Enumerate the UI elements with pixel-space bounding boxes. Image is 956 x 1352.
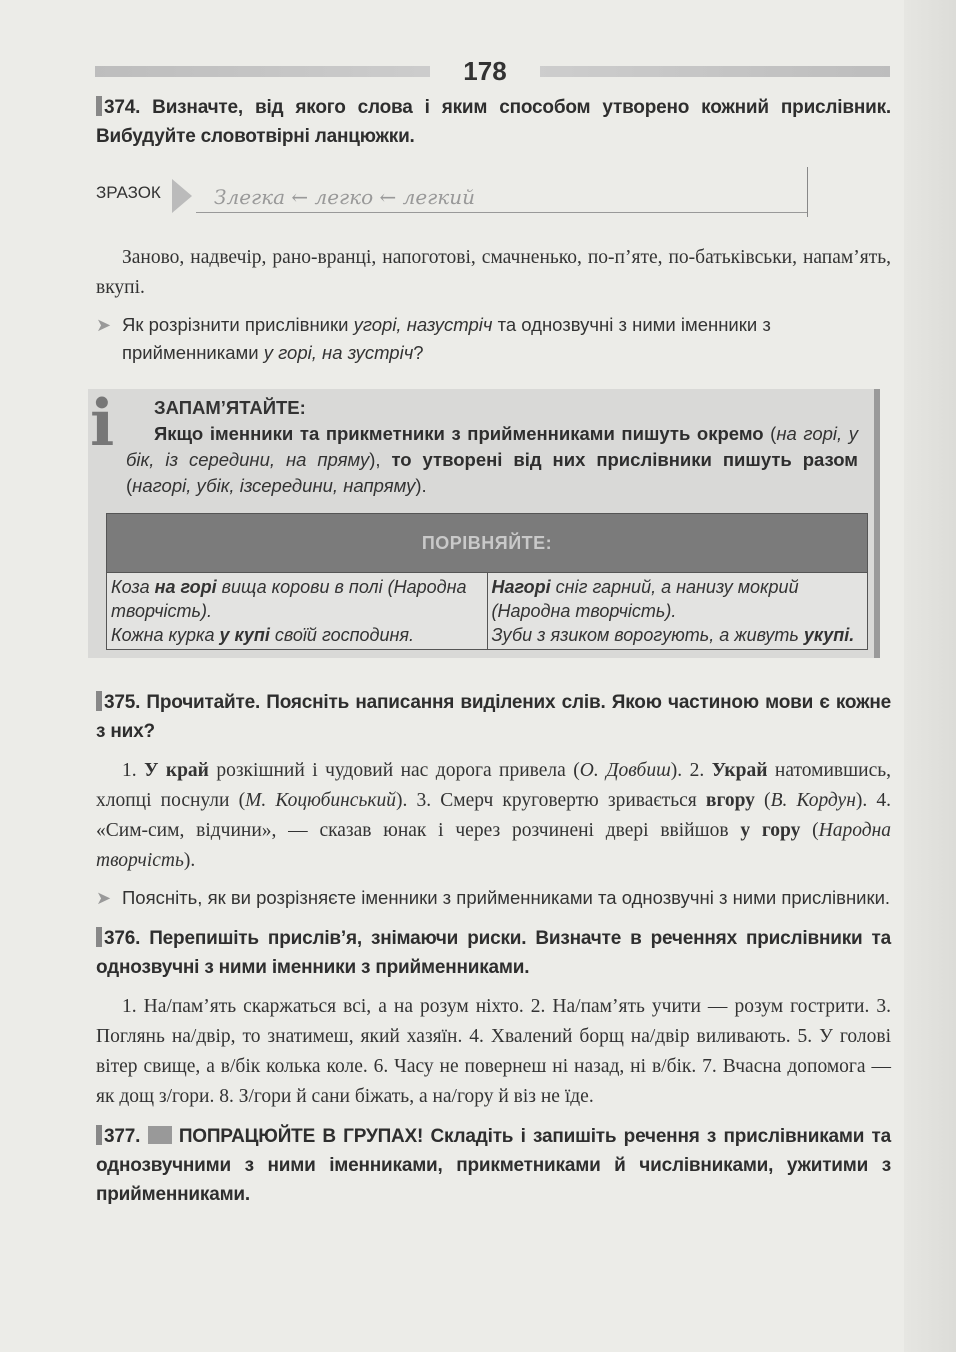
exercise-376-text: 1. На/пам’ять скаржаться всі, а на розум ніхто. 2. На/пам’ять учити — розум гострити. 3. Поглянь на/двір, то знатимеш, який хазяїн. 4. Хвалений борщ на/двір виливають. 5. У голові вітер свище, а в/бік колька коле. 6. Часу не повернеш ні назад, ні в/бік. 7. Вчасна допомога — як дощ з/гори. 8. З/гори й сани біжать, а на/гору й віз не їде. (96, 996, 891, 1107)
group-work-icon (148, 1126, 172, 1144)
exercise-374-question: ➤ Як розрізнити прислівники угорі, назустріч та однозвучні з ними іменники з прийменниками у горі, на зустріч? (96, 311, 891, 367)
exercise-374-heading: 374. Визначте, від якого слова і яким способом утворено кожний прислівник. Вибудуйте словотвірні ланцюжки. (96, 97, 891, 147)
exercise-375-question: ➤ Поясніть, як ви розрізняєте іменники з прийменниками та однозвучні з ними прислівники. (96, 884, 891, 912)
arrow-icon (172, 179, 192, 213)
sample-label: ЗРАЗОК (96, 183, 161, 202)
exercise-375-heading: 375. Прочитайте. Поясніть написання виділених слів. Якою частиною мови є кожне з них? (96, 692, 891, 742)
page-content (90, 93, 892, 1209)
info-icon: i (90, 386, 115, 461)
remember-title: ЗАПАМ’ЯТАЙТЕ: (154, 397, 306, 418)
sample-handwriting: Злегка ← легко ← легкий (214, 185, 475, 209)
exercise-377-heading: 377. ПОПРАЦЮЙТЕ В ГРУПАХ! Складіть і запишіть речення з прислівниками та однозвучними з ними іменниками, прикметниками й числівниками, ужитими з прийменниками. (96, 1126, 891, 1205)
page-number: 178 (430, 56, 540, 87)
page-edge (904, 0, 956, 1352)
compare-title: ПОРІВНЯЙТЕ: (107, 514, 868, 573)
remember-box (88, 386, 880, 658)
question-icon: ➤ (96, 315, 112, 335)
exercise-376-heading: 376. Перепишіть прислів’я, знімаючи риски. Визначте в реченнях прислівники та однозвучні з ними іменники з прийменниками. (96, 928, 891, 978)
compare-left: Коза на горі вища корови в полі (Народна творчість). Кожна курка у купі своїй господиня. (107, 573, 488, 650)
compare-table (106, 513, 868, 650)
question-icon: ➤ (96, 888, 112, 908)
compare-right: Нагорі сніг гарний, а нанизу мокрий (Народна творчість). Зуби з язиком ворогують, а живуть укупі. (487, 573, 868, 650)
sample-block (96, 179, 808, 213)
exercise-374-words: Заново, надвечір, рано-вранці, напоготові, смачненько, по-п’яте, по-батьківськи, напам’ять, вкупі. (96, 247, 891, 298)
exercise-375-text: 1. У край розкішний і чудовий нас дорога привела (О. Довбиш). 2. Украй натомившись, хлопці поснули (М. Коцюбинський). 3. Смерч круговертю зривається вгору (В. Кордун). 4. «Сим-сим, відчини», — сказав юнак і через розчинені двері ввійшов у гору (Народна творчість). (96, 760, 892, 871)
remember-rule: Якщо іменники та прикметники з прийменниками пишуть окремо (на горі, у бік, із середини, на пряму), то утворені від них прислівники пишуть разом (нагорі, убік, ізсередини, напряму). (126, 423, 858, 496)
